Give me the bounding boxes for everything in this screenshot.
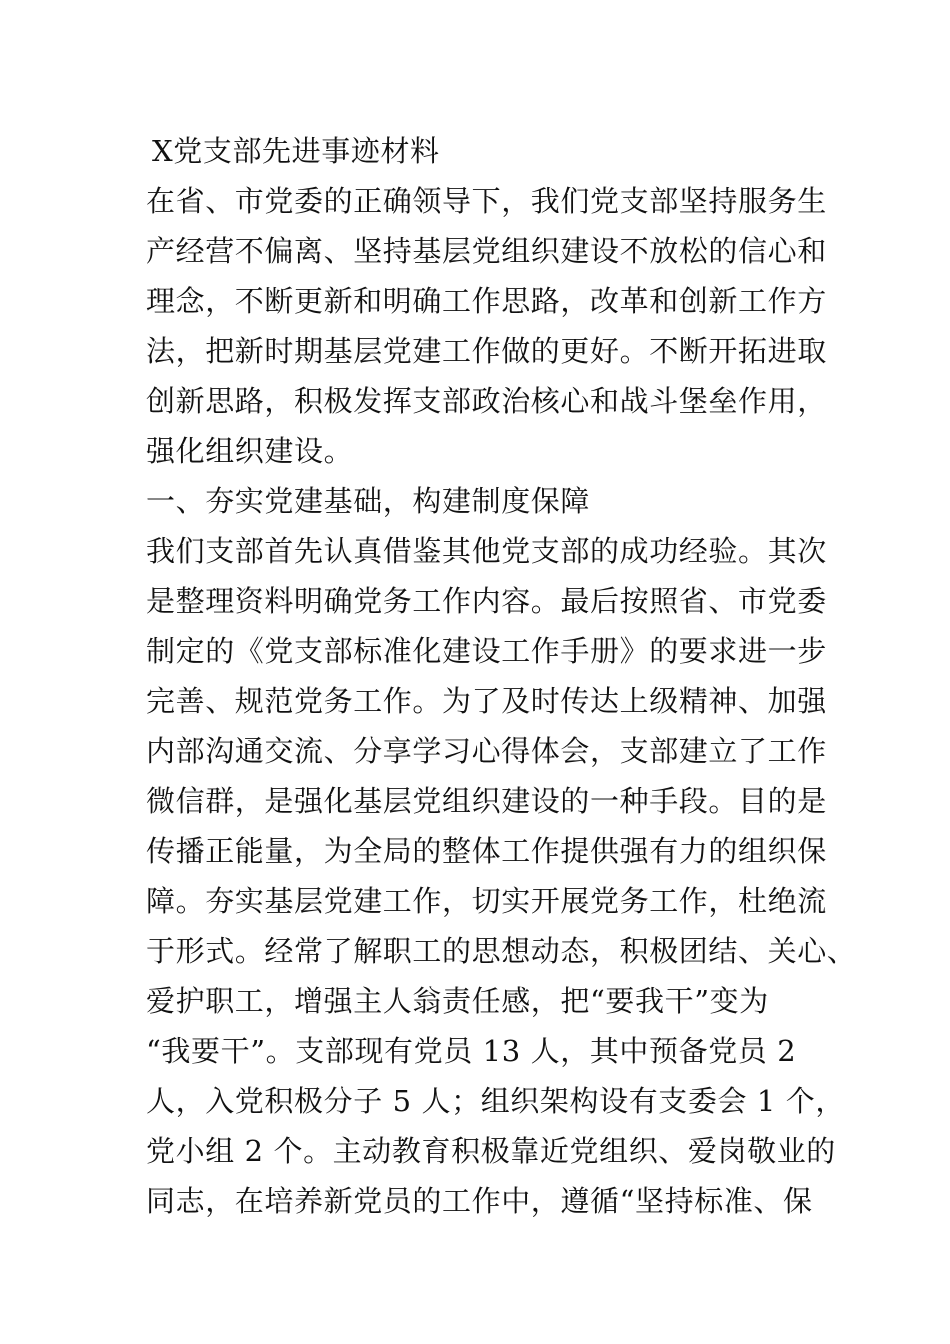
intro-line: 在省、市党委的正确领导下，我们党支部坚持服务生	[146, 184, 827, 218]
intro-line: 理念，不断更新和明确工作思路，改革和创新工作方	[146, 284, 827, 318]
document-body	[146, 126, 857, 1226]
body-line: 同志，在培养新党员的工作中，遵循“坚持标准、保	[146, 1184, 813, 1218]
body-line: 传播正能量，为全局的整体工作提供强有力的组织保	[146, 834, 827, 868]
body-line: 人，入党积极分子 5 人；组织架构设有支委会 1 个，	[146, 1084, 845, 1118]
body-line: 我们支部首先认真借鉴其他党支部的成功经验。其次	[146, 534, 827, 568]
body-line: 是整理资料明确党务工作内容。最后按照省、市党委	[146, 584, 827, 618]
section-heading: 一、夯实党建基础，构建制度保障	[146, 484, 591, 518]
body-line: 微信群，是强化基层党组织建设的一种手段。目的是	[146, 784, 827, 818]
body-line: 障。夯实基层党建工作，切实开展党务工作，杜绝流	[146, 884, 827, 918]
body-line: 于形式。经常了解职工的思想动态，积极团结、关心、	[146, 934, 857, 968]
intro-line: 强化组织建设。	[146, 434, 354, 468]
intro-line: 产经营不偏离、坚持基层党组织建设不放松的信心和	[146, 234, 827, 268]
body-line: 内部沟通交流、分享学习心得体会，支部建立了工作	[146, 734, 827, 768]
body-line: “我要干”。支部现有党员 13 人，其中预备党员 2	[146, 1034, 797, 1068]
intro-line: 法，把新时期基层党建工作做的更好。不断开拓进取	[146, 334, 827, 368]
body-line: 党小组 2 个。主动教育积极靠近党组织、爱岗敬业的	[146, 1134, 836, 1168]
body-line: 制定的《党支部标准化建设工作手册》的要求进一步	[146, 634, 827, 668]
body-line: 爱护职工，增强主人翁责任感，把“要我干”变为	[146, 984, 769, 1018]
document-title: X党支部先进事迹材料	[152, 134, 440, 168]
intro-line: 创新思路，积极发挥支部政治核心和战斗堡垒作用，	[146, 384, 827, 418]
body-line: 完善、规范党务工作。为了及时传达上级精神、加强	[146, 684, 827, 718]
